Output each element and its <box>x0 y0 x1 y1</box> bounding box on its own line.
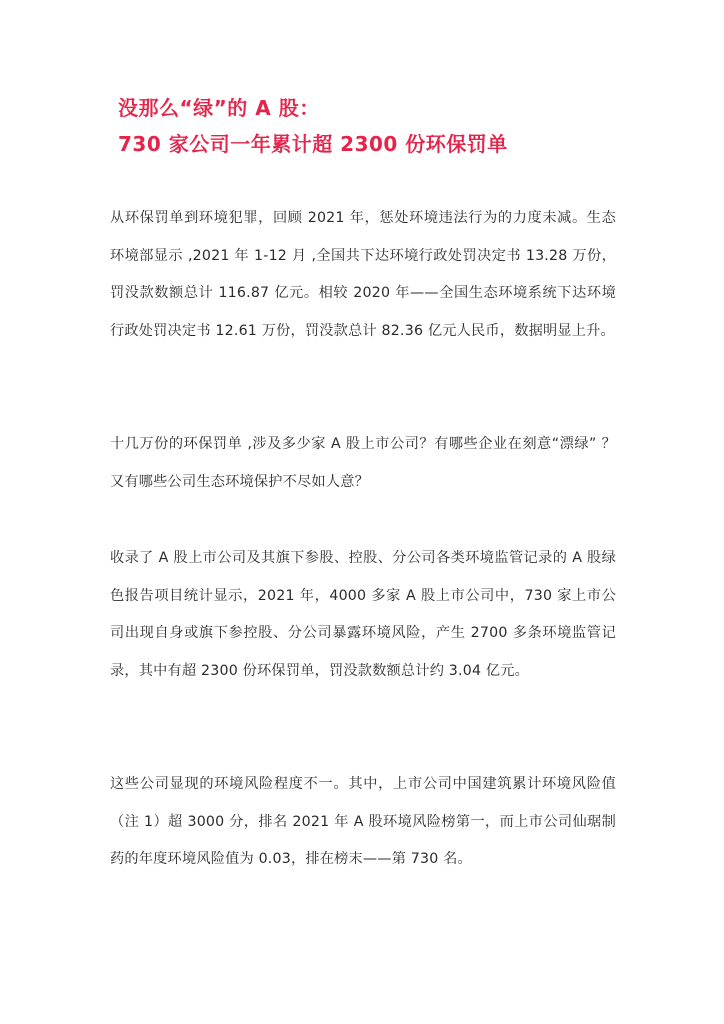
article-title-line-2: 730 家公司一年累计超 2300 份环保罚单 <box>118 132 508 156</box>
paragraph-report-statistics: 收录了 A 股上市公司及其旗下参股、控股、分公司各类环境监管记录的 A 股绿色报告项目统计显示，2021 年，4000 多家 A 股上市公司中，730 家上市公司出现自身或旗下参控股、分公司暴露环境风险，产生 2700 多条环境监管记录，其中有超 2300 份环保罚单，罚没款数额总计约 3.04 亿元。 <box>110 550 616 679</box>
article-title-line-1: 没那么“绿”的 A 股： <box>118 96 320 120</box>
paragraph-questions: 十几万份的环保罚单 ,涉及多少家 A 股上市公司？有哪些企业在刻意“漂绿” ？又有哪些公司生态环境保护不尽如人意？ <box>110 436 616 490</box>
article-title <box>118 90 698 162</box>
paragraph-penalty-overview: 从环保罚单到环境犯罪，回顾 2021 年，惩处环境违法行为的力度未减。生态环境部显示 ,2021 年 1-12 月 ,全国共下达环境行政处罚决定书 13.28 万份，罚没款数额总计 116.87 亿元。相较 2020 年——全国生态环境系统下达环境行政处罚决定书 12.61 万份，罚没款总计 82.36 亿元人民币，数据明显上升。 <box>110 210 616 339</box>
paragraph-risk-ranking: 这些公司显现的环境风险程度不一。其中，上市公司中国建筑累计环境风险值（注 1）超 3000 分，排名 2021 年 A 股环境风险榜第一，而上市公司仙琚制药的年度环境风险值为 0.03，排在榜末——第 730 名。 <box>110 776 616 867</box>
